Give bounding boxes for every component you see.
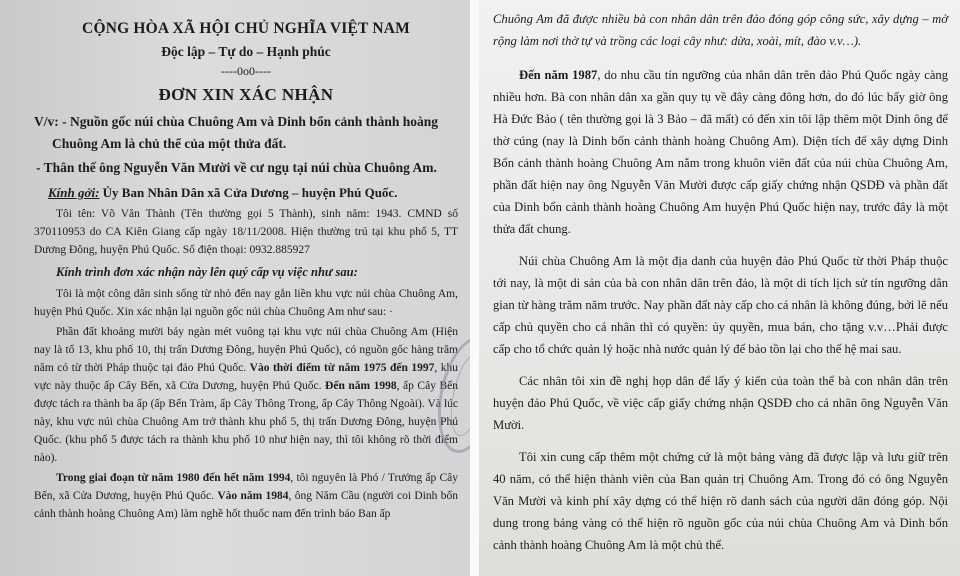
text-span: , ấp Cây Bến được tách ra thành ba ấp (ấp Bến Tràm, ấp Cây Thông Trong, ấp Cây Thông Ngoài). Và lúc này, khu vực núi chùa Chuông Am trở thành khu phố 5, thị trấn Dương Đông, huyện Phú Quốc. (khu phố 5 được tách ra thành khu phố 10 như hiện nay, thì tôi không rõ thời điểm nào).: [34, 380, 458, 464]
right-document-page: [479, 0, 960, 576]
text-bold: Đến năm 1987: [519, 68, 598, 82]
nation-header: CỘNG HÒA XÃ HỘI CHỦ NGHĨA VIỆT NAM: [82, 20, 410, 37]
text-span: , tôi nguyên là Phó / Trưởng ấp Cây Bến, xã Cửa Dương, huyện Phú Quốc.: [34, 472, 458, 502]
recipient-line: [48, 183, 458, 203]
paragraph-origin-intro: Tôi là một công dân sinh sống từ nhỏ đến nay gắn liền khu vực núi chùa Chuông Am, huyện Phú Quốc. Xin xác nhận lại nguồn gốc núi chùa Chuông Am như sau: ·: [34, 288, 458, 318]
text-bold: Trong giai đoạn từ năm 1980 đến hết năm 1994: [56, 472, 291, 484]
text-span: , do nhu cầu tín ngưỡng của nhân dân trên đảo Phú Quốc ngày càng nhiều hơn. Bà con nhân dân xa gần quy tụ về đây càng đông hơn, do đó lúc bấy giờ ông Hà Đức Bảo ( tên thường gọi là 3 Bảo – đã mất) có đến xin tôi lập thêm một Dinh ông để thờ cúng (nay là Dinh bổn cảnh thành hoàng Chuông Am). Diện tích để xây dựng Dinh Bổn cảnh thành hoàng Chuông Am nằm trong khuôn viên đất của núi chùa Chuông Am, phần đất hiện nay ông Nguyễn Văn Mười được cấp giấy chứng nhận QSDĐ và phần đất của Dinh bổn cảnh thành hoàng Chuông Am huyện Phú Quốc hiện nay, trước đây là một thửa đất chung.: [493, 68, 949, 236]
text-bold: Đến năm 1998: [325, 380, 397, 392]
document-title: ĐƠN XIN XÁC NHẬN: [158, 85, 334, 104]
paragraph-evidence: Tôi xin cung cấp thêm một chứng cứ là một bảng vàng đã được lập và lưu giữ trên 40 năm, có thể hiện thành viên của Ban quản trị Chuông Am. Trong đó có ông Nguyễn Văn Mười và kinh phí xây dựng có thể hiện rõ danh sách của người dân đóng góp. Nội dung trong bảng vàng có thể hiện rõ nguồn gốc của núi chùa Chuông Am và Dinh bổn cảnh thành hoàng Chuông Am là một chủ thể.: [493, 450, 948, 552]
recipient-name: Ủy Ban Nhân Dân xã Cửa Dương – huyện Phú Quốc.: [99, 185, 398, 200]
recipient-label: Kính gởi:: [48, 185, 100, 200]
text-span: Phần đất khoảng mười bảy ngàn mét vuông tại khu vực núi chùa Chuông Am (Hiện nay là tổ 13, khu phố 10, thị trấn Dương Đông, huyện Phú Quốc), có nguồn gốc hàng trăm năm có từ thời Pháp thuộc tại đảo Phú Quốc.: [34, 326, 458, 374]
text-span: , khu vực này thuộc ấp Cây Bến, xã Cửa Dương, huyện Phú Quốc.: [34, 362, 458, 392]
paragraph-heritage: Núi chùa Chuông Am là một địa danh của huyện đảo Phú Quốc từ thời Pháp thuộc tới nay, là một di sản của bà con nhân dân trên đảo, là một di tích lịch sử tín ngưỡng dân gian từ hàng trăm năm trước. Nay phần đất này cấp cho cá nhân là không đúng, bởi lẽ nếu cấp chủ quyền cho cá nhân thì có quyền: ủy quyền, mua bán, cho tặng v.v…Phải được cấp cho tổ chức quản lý hoặc nhà nước quản lý để bảo tồn lại cho thế hệ mai sau.: [493, 254, 948, 356]
paragraph-proposal: Các nhân tôi xin đề nghị họp dân để lấy ý kiến của toàn thể bà con nhân dân trên huyện đảo Phú Quốc, về việc cấp giấy chứng nhận QSDĐ cho cá nhân ông Nguyễn Văn Mười.: [493, 374, 948, 432]
left-document-page: [0, 0, 470, 576]
paragraph-1980-1994: [34, 469, 458, 523]
subject-line-2: - Thân thế ông Nguyễn Văn Mười về cư ngụ tại núi chùa Chuông Am.: [36, 160, 437, 175]
text-bold: Vào thời điểm từ năm 1975 đến 1997: [249, 362, 435, 374]
paragraph-continuation: Chuông Am đã được nhiều bà con nhân dân trên đảo đóng góp công sức, xây dựng – mở rộng làm nơi thờ tự và trồng các loại cây như: dừa, xoài, mít, đào v.v…).: [493, 12, 948, 48]
request-intro: Kính trình đơn xác nhận này lên quý cấp vụ việc như sau:: [56, 265, 358, 279]
applicant-info: Tôi tên: Võ Văn Thành (Tên thường gọi 5 Thành), sinh năm: 1943. CMND số 370110953 do CA Kiên Giang cấp ngày 18/11/2008. Hiện thường trú tại khu phố 5, TT Dương Đông, huyện Phú Quốc. Số điện thoại: 0932.885927: [34, 208, 458, 256]
text-span: , ông Năm Cầu (người coi Dinh bổn cảnh thành hoàng Chuông Am) làm nghề hốt thuốc nam đến trình báo Ban ấp: [34, 490, 458, 520]
subject-line: V/v: - Nguồn gốc núi chùa Chuông Am và Dinh bổn cảnh thành hoàng Chuông Am là chủ thể của một thửa đất.: [34, 114, 438, 151]
paragraph-1987: [493, 64, 948, 240]
motto: Độc lập – Tự do – Hạnh phúc: [161, 44, 331, 59]
paragraph-land-history: [34, 323, 458, 467]
page-divider: [470, 0, 479, 576]
text-bold: Vào năm 1984: [217, 490, 289, 502]
separator: ----0o0----: [221, 64, 271, 78]
